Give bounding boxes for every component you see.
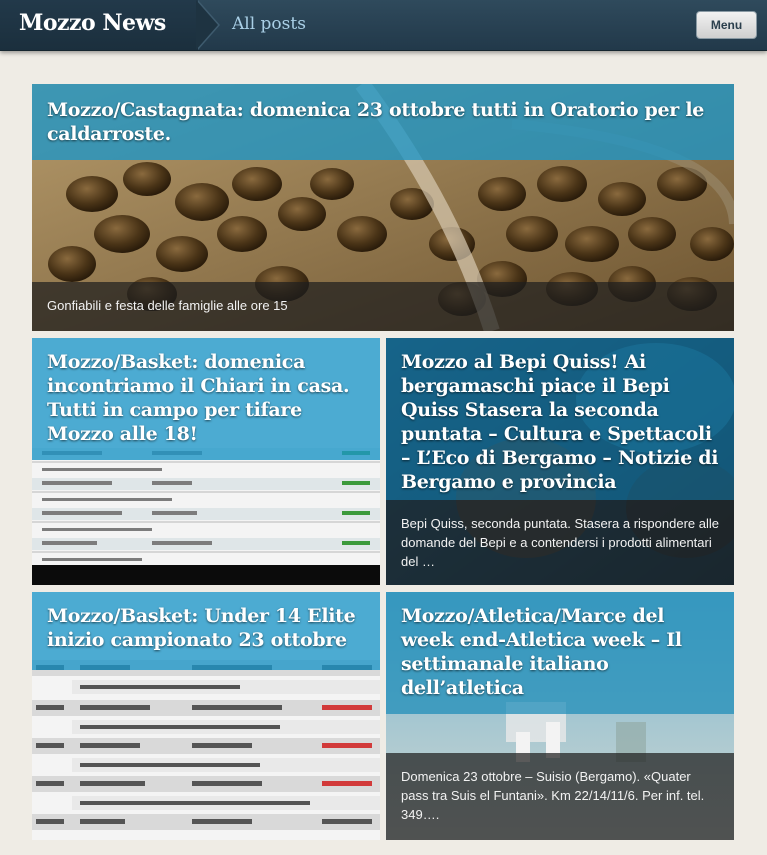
brand-area[interactable] [0,0,198,50]
post-excerpt: Domenica 23 ottobre – Suisio (Bergamo). «Quater pass tra Suis el Funtani». Km 22/14/11/6. Per inf. tel. 349…. [386,753,734,840]
post-excerpt: Gonfiabili e festa delle famiglie alle ore 15 [32,282,734,331]
section-title: All posts [232,14,306,34]
post-card-bepi-quiss[interactable] [386,338,734,585]
post-title[interactable]: Mozzo/Atletica/Marce del week end-Atletica week – Il settimanale italiano dell’atletica [386,592,734,714]
top-bar [0,0,767,51]
post-title[interactable]: Mozzo/Basket: domenica incontriamo il Chiari in casa. Tutti in campo per tifare Mozzo alle 18! [32,338,380,460]
post-card-atletica[interactable] [386,592,734,840]
post-card-basket-under14[interactable] [32,592,380,840]
post-title[interactable]: Mozzo/Basket: Under 14 Elite inizio campionato 23 ottobre [32,592,380,670]
post-card-basket-chiari[interactable] [32,338,380,585]
post-excerpt: Bepi Quiss, seconda puntata. Stasera a rispondere alle domande del Bepi e a contendersi i prodotti alimentari del … [386,500,734,585]
post-title[interactable]: Mozzo al Bepi Quiss! Ai bergamaschi piace il Bepi Quiss Stasera la seconda puntata – Cultura e Spettacoli – L’Eco di Bergamo – Notizie di Bergamo e provincia [386,338,734,500]
menu-button[interactable]: Menu [696,11,757,39]
post-title[interactable]: Mozzo/Castagnata: domenica 23 ottobre tutti in Oratorio per le caldarroste. [32,84,734,160]
site-title[interactable]: Mozzo News [19,10,166,36]
post-card-castagnata[interactable] [32,84,734,331]
breadcrumb-arrow [196,0,218,50]
